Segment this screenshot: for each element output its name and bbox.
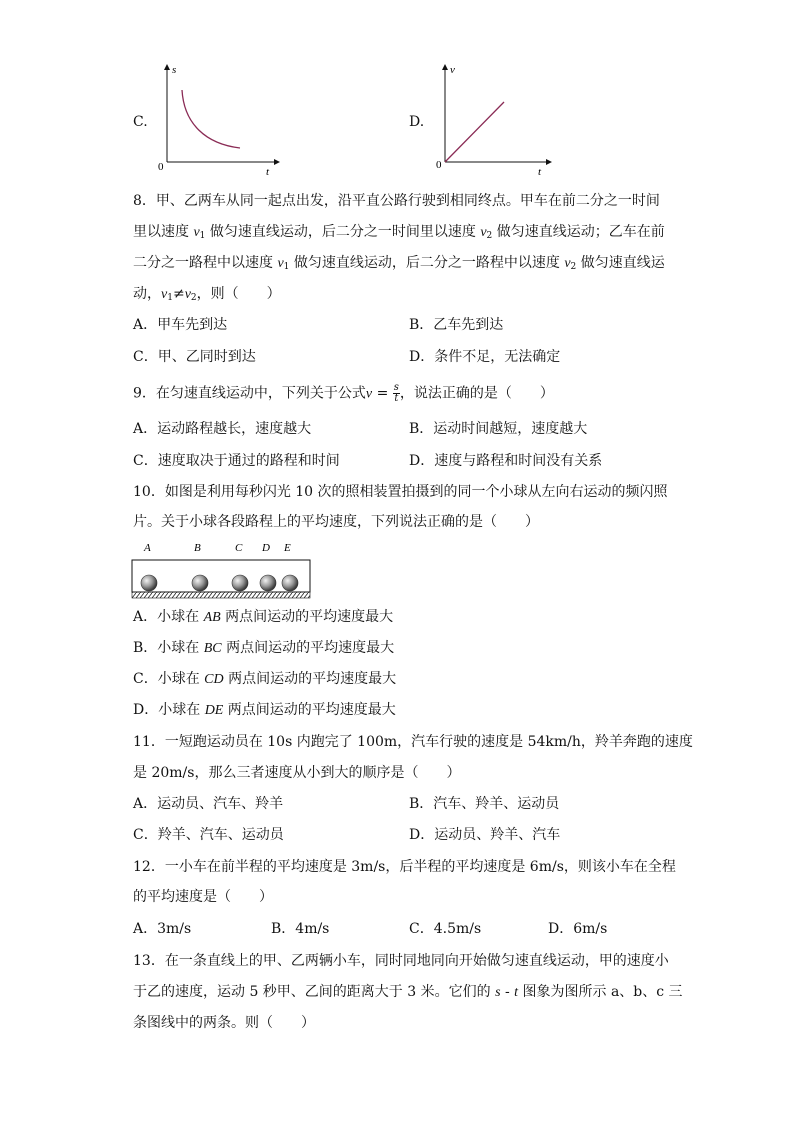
ball-e — [282, 575, 298, 591]
ball-a — [141, 575, 157, 591]
q8-option-b[interactable]: B．乙车先到达 — [409, 317, 504, 333]
ball-d — [260, 575, 276, 591]
q9-option-a[interactable]: A．运动路程越长，速度越大 — [133, 421, 312, 437]
option-d-label: D. — [409, 114, 425, 130]
t-axis-label: t — [538, 166, 542, 178]
origin-label: 0 — [436, 159, 442, 171]
q9-stem: 9．在匀速直线运动中，下列关于公式v = $\frac{s}{t}$ ，说法正确的是（ ） — [133, 382, 554, 404]
q11-line-1: 11．一短跑运动员在 10s 内跑完了 100m，汽车行驶的速度是 54km/h，羚羊奔跑的速度 — [133, 734, 693, 750]
q11-line-2: 是 20m/s，那么三者速度从小到大的顺序是（ ） — [133, 765, 461, 781]
formula-fraction: $\frac{s}{t}$ — [393, 382, 399, 404]
point-label-c: C — [235, 542, 243, 554]
ball-c — [232, 575, 248, 591]
q8-line-2: 里以速度 $v_1$ 做匀速直线运动，后二分之一时间里以速度 $v_2$ 做匀速直线运动；乙车在前 — [133, 224, 665, 241]
v-t-graph — [428, 62, 554, 180]
q8-option-c[interactable]: C．甲、乙同时到达 — [133, 349, 256, 365]
q11-option-c[interactable]: C．羚羊、汽车、运动员 — [133, 827, 284, 843]
q9-option-c[interactable]: C．速度取决于通过的路程和时间 — [133, 453, 340, 469]
q8-line-3: 二分之一路程中以速度 $v_1$ 做匀速直线运动，后二分之一路程中以速度 $v_2$ 做匀速直线运 — [133, 255, 665, 272]
q13-line-2: 于乙的速度，运动 5 秒甲、乙间的距离大于 3 米。它们的 s - t 图象为图所示 a、b、c 三 — [133, 984, 683, 1000]
point-label-a: A — [144, 542, 151, 554]
s-t-graph — [150, 62, 280, 180]
q12-option-a[interactable]: A．3m/s — [133, 921, 192, 937]
q12-option-b[interactable]: B．4m/s — [271, 921, 330, 937]
t-axis-label: t — [266, 166, 270, 178]
q11-option-a[interactable]: A．运动员、汽车、羚羊 — [133, 796, 284, 812]
q8-option-d[interactable]: D．条件不足，无法确定 — [409, 349, 561, 365]
q9-option-d[interactable]: D．速度与路程和时间没有关系 — [409, 453, 603, 469]
v-axis-label: v — [450, 64, 455, 76]
q9-option-b[interactable]: B．运动时间越短，速度越大 — [409, 421, 588, 437]
origin-label: 0 — [158, 161, 164, 173]
q10-option-c[interactable]: C．小球在 CD 两点间运动的平均速度最大 — [133, 671, 397, 687]
point-label-e: E — [284, 542, 291, 554]
q10-line-1: 10．如图是利用每秒闪光 10 次的照相装置拍摄到的同一个小球从左向右运动的频闪照 — [133, 484, 668, 500]
q10-option-d[interactable]: D．小球在 DE 两点间运动的平均速度最大 — [133, 702, 396, 718]
option-c-label: C. — [133, 114, 148, 130]
q8-option-a[interactable]: A．甲车先到达 — [133, 317, 228, 333]
q12-option-c[interactable]: C．4.5m/s — [409, 921, 482, 937]
s-axis-label: s — [172, 64, 177, 76]
q13-line-1: 13．在一条直线上的甲、乙两辆小车，同时同地同向开始做匀速直线运动，甲的速度小 — [133, 953, 669, 969]
q8-line-4: 动，$v_1\ne v_2$，则（ ） — [133, 286, 281, 303]
ball-b — [192, 575, 208, 591]
q11-option-b[interactable]: B．汽车、羚羊、运动员 — [409, 796, 560, 812]
q12-line-1: 12．一小车在前半程的平均速度是 3m/s，后半程的平均速度是 6m/s，则该小车在全程 — [133, 859, 676, 875]
q10-line-2: 片。关于小球各段路程上的平均速度，下列说法正确的是（ ） — [133, 514, 539, 530]
q10-option-b[interactable]: B．小球在 BC 两点间运动的平均速度最大 — [133, 640, 395, 656]
q13-line-3: 条图线中的两条。则（ ） — [133, 1015, 315, 1031]
q10-option-a[interactable]: A．小球在 AB 两点间运动的平均速度最大 — [133, 609, 394, 625]
point-label-b: B — [194, 542, 201, 554]
point-label-d: D — [262, 542, 270, 554]
q11-option-d[interactable]: D．运动员、羚羊、汽车 — [409, 827, 561, 843]
strobe-photo-diagram — [128, 538, 314, 600]
q12-option-d[interactable]: D．6m/s — [548, 921, 608, 937]
q8-line-1: 8．甲、乙两车从同一起点出发，沿平直公路行驶到相同终点。甲车在前二分之一时间 — [133, 193, 660, 209]
q12-line-2: 的平均速度是（ ） — [133, 889, 273, 905]
